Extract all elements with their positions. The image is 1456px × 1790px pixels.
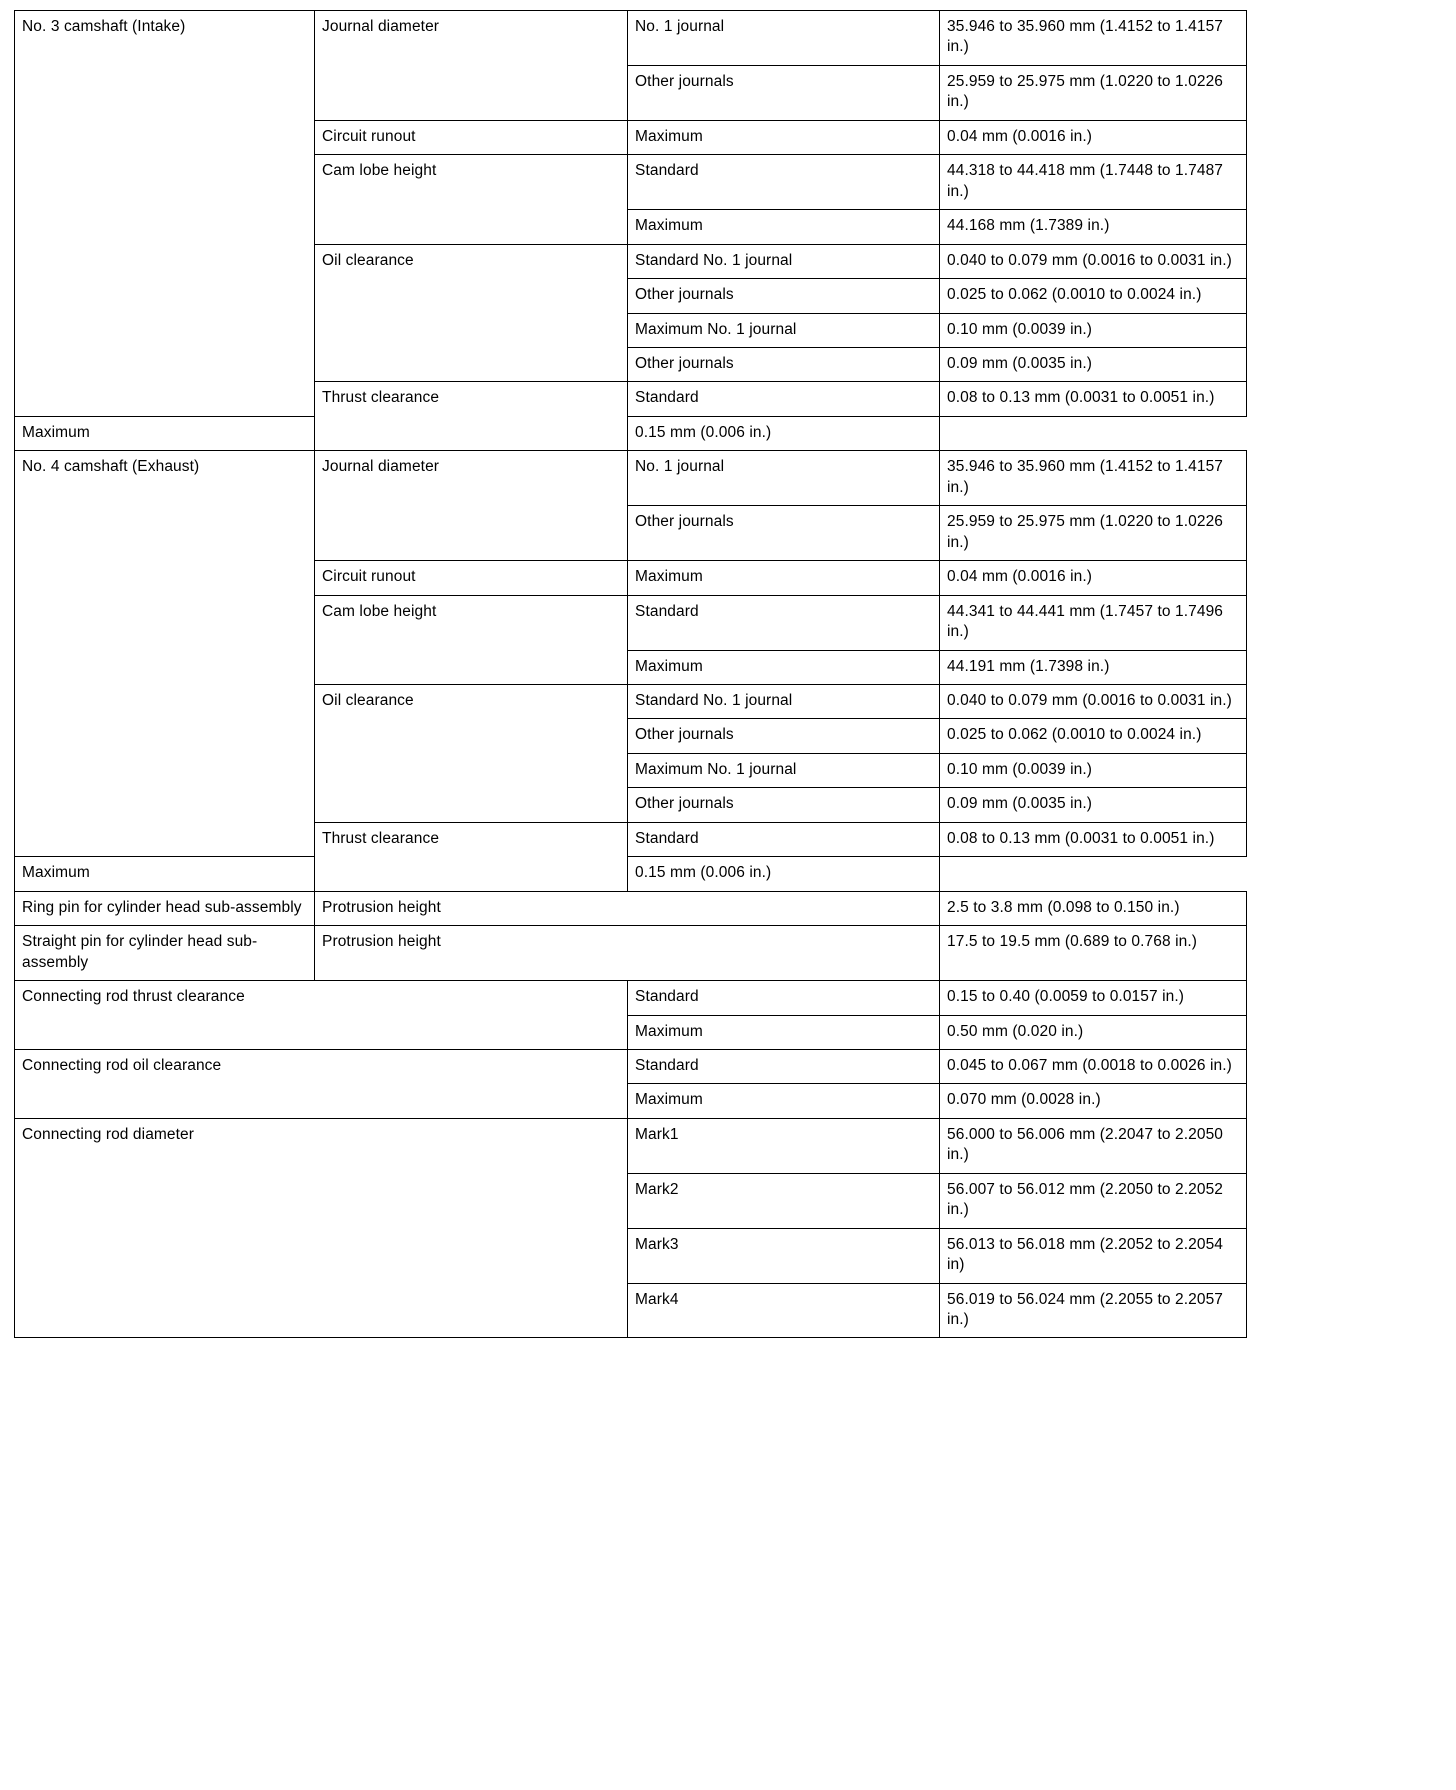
condition-cell: Other journals — [628, 65, 940, 120]
value-cell: 0.10 mm (0.0039 in.) — [940, 313, 1247, 347]
property-cell: Thrust clearance — [315, 822, 628, 891]
condition-cell: Standard No. 1 journal — [628, 244, 940, 278]
value-cell: 44.318 to 44.418 mm (1.7448 to 1.7487 in.) — [940, 155, 1247, 210]
property-cell: Cam lobe height — [315, 155, 628, 244]
value-cell: 0.09 mm (0.0035 in.) — [940, 788, 1247, 822]
value-cell: 56.000 to 56.006 mm (2.2047 to 2.2050 in.) — [940, 1118, 1247, 1173]
condition-cell: Other journals — [628, 788, 940, 822]
value-cell: 0.15 mm (0.006 in.) — [628, 416, 940, 450]
table-row — [15, 11, 1247, 66]
component-cell: Straight pin for cylinder head sub-assembly — [15, 926, 315, 981]
value-cell: 44.191 mm (1.7398 in.) — [940, 650, 1247, 684]
condition-cell: Other journals — [628, 279, 940, 313]
condition-cell: Other journals — [628, 347, 940, 381]
specification-table — [14, 10, 1247, 1338]
condition-cell: Standard — [628, 382, 940, 416]
table-row — [15, 451, 1247, 506]
condition-cell: Maximum — [628, 561, 940, 595]
condition-cell: No. 1 journal — [628, 451, 940, 506]
component-cell: No. 3 camshaft (Intake) — [15, 11, 315, 417]
value-cell: 0.025 to 0.062 (0.0010 to 0.0024 in.) — [940, 719, 1247, 753]
value-cell: 25.959 to 25.975 mm (1.0220 to 1.0226 in.) — [940, 65, 1247, 120]
condition-cell: Mark3 — [628, 1228, 940, 1283]
value-cell: 0.50 mm (0.020 in.) — [940, 1015, 1247, 1049]
value-cell: 56.019 to 56.024 mm (2.2055 to 2.2057 in.) — [940, 1283, 1247, 1338]
table-row — [15, 926, 1247, 981]
value-cell: 0.045 to 0.067 mm (0.0018 to 0.0026 in.) — [940, 1049, 1247, 1083]
value-cell: 0.040 to 0.079 mm (0.0016 to 0.0031 in.) — [940, 244, 1247, 278]
condition-cell: Maximum — [628, 120, 940, 154]
condition-cell: Standard No. 1 journal — [628, 684, 940, 718]
value-cell: 0.10 mm (0.0039 in.) — [940, 753, 1247, 787]
component-cell: Connecting rod oil clearance — [15, 1049, 628, 1118]
condition-cell: Maximum — [628, 1015, 940, 1049]
property-cell: Journal diameter — [315, 451, 628, 561]
table-row — [15, 1118, 1247, 1173]
value-cell: 25.959 to 25.975 mm (1.0220 to 1.0226 in.) — [940, 506, 1247, 561]
condition-cell: No. 1 journal — [628, 11, 940, 66]
value-cell: 17.5 to 19.5 mm (0.689 to 0.768 in.) — [940, 926, 1247, 981]
condition-cell: Maximum — [15, 416, 315, 450]
component-cell: Connecting rod thrust clearance — [15, 981, 628, 1050]
table-body — [15, 11, 1247, 1338]
property-cell: Cam lobe height — [315, 595, 628, 684]
property-cell: Protrusion height — [315, 891, 940, 925]
table-row — [15, 416, 1247, 450]
value-cell: 0.15 to 0.40 (0.0059 to 0.0157 in.) — [940, 981, 1247, 1015]
condition-cell: Maximum No. 1 journal — [628, 753, 940, 787]
component-cell: Connecting rod diameter — [15, 1118, 628, 1338]
table-row — [15, 891, 1247, 925]
value-cell: 56.013 to 56.018 mm (2.2052 to 2.2054 in) — [940, 1228, 1247, 1283]
value-cell: 44.168 mm (1.7389 in.) — [940, 210, 1247, 244]
value-cell: 0.04 mm (0.0016 in.) — [940, 120, 1247, 154]
table-row — [15, 857, 1247, 891]
property-cell: Circuit runout — [315, 120, 628, 154]
condition-cell: Standard — [628, 822, 940, 856]
value-cell: 0.15 mm (0.006 in.) — [628, 857, 940, 891]
property-cell: Oil clearance — [315, 684, 628, 822]
condition-cell: Mark2 — [628, 1173, 940, 1228]
table-row — [15, 1049, 1247, 1083]
condition-cell: Other journals — [628, 719, 940, 753]
condition-cell: Standard — [628, 981, 940, 1015]
property-cell: Oil clearance — [315, 244, 628, 382]
property-cell: Thrust clearance — [315, 382, 628, 451]
condition-cell: Maximum — [628, 210, 940, 244]
value-cell: 0.040 to 0.079 mm (0.0016 to 0.0031 in.) — [940, 684, 1247, 718]
condition-cell: Maximum No. 1 journal — [628, 313, 940, 347]
value-cell: 44.341 to 44.441 mm (1.7457 to 1.7496 in.) — [940, 595, 1247, 650]
value-cell: 0.08 to 0.13 mm (0.0031 to 0.0051 in.) — [940, 382, 1247, 416]
property-cell: Protrusion height — [315, 926, 940, 981]
table-row — [15, 981, 1247, 1015]
condition-cell: Mark1 — [628, 1118, 940, 1173]
condition-cell: Standard — [628, 1049, 940, 1083]
property-cell: Circuit runout — [315, 561, 628, 595]
condition-cell: Mark4 — [628, 1283, 940, 1338]
condition-cell: Other journals — [628, 506, 940, 561]
condition-cell: Maximum — [628, 650, 940, 684]
condition-cell: Standard — [628, 155, 940, 210]
value-cell: 35.946 to 35.960 mm (1.4152 to 1.4157 in.) — [940, 11, 1247, 66]
value-cell: 0.04 mm (0.0016 in.) — [940, 561, 1247, 595]
value-cell: 35.946 to 35.960 mm (1.4152 to 1.4157 in.) — [940, 451, 1247, 506]
property-cell: Journal diameter — [315, 11, 628, 121]
value-cell: 0.08 to 0.13 mm (0.0031 to 0.0051 in.) — [940, 822, 1247, 856]
value-cell: 56.007 to 56.012 mm (2.2050 to 2.2052 in.) — [940, 1173, 1247, 1228]
condition-cell: Standard — [628, 595, 940, 650]
component-cell: No. 4 camshaft (Exhaust) — [15, 451, 315, 857]
value-cell: 0.070 mm (0.0028 in.) — [940, 1084, 1247, 1118]
value-cell: 0.09 mm (0.0035 in.) — [940, 347, 1247, 381]
condition-cell: Maximum — [628, 1084, 940, 1118]
value-cell: 2.5 to 3.8 mm (0.098 to 0.150 in.) — [940, 891, 1247, 925]
condition-cell: Maximum — [15, 857, 315, 891]
value-cell: 0.025 to 0.062 (0.0010 to 0.0024 in.) — [940, 279, 1247, 313]
component-cell: Ring pin for cylinder head sub-assembly — [15, 891, 315, 925]
